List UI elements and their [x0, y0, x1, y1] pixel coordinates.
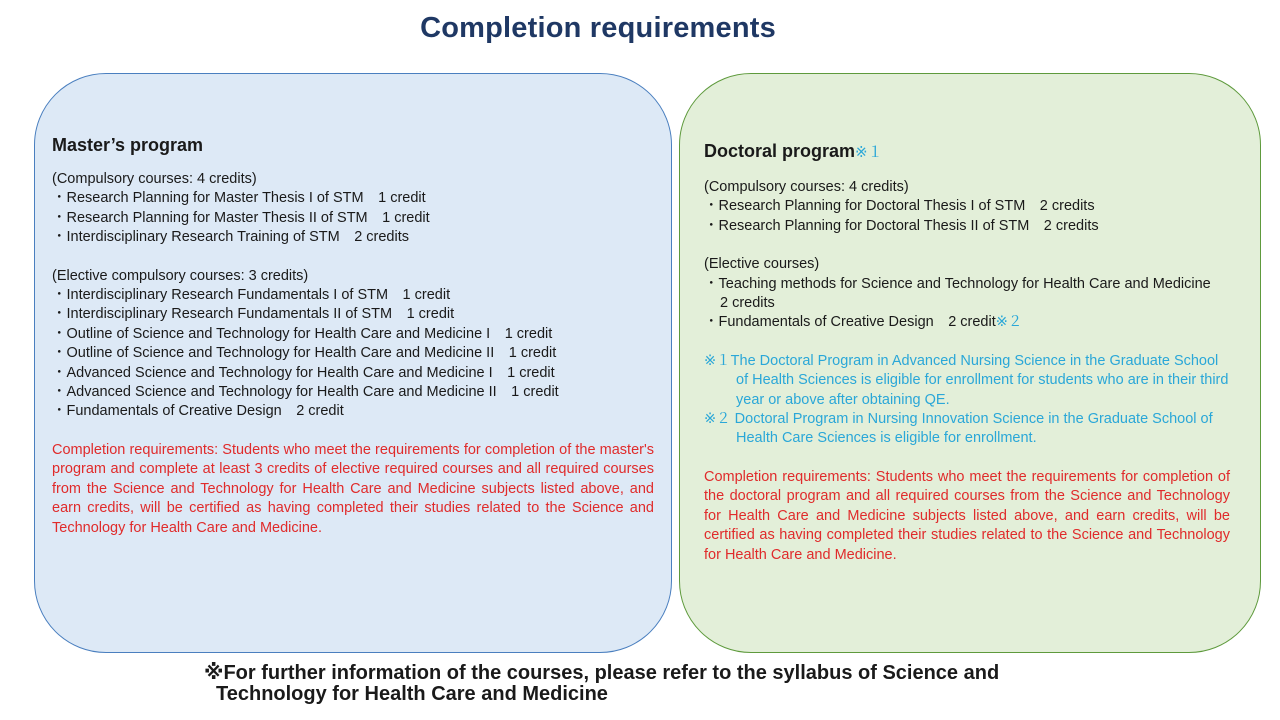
doctoral-elective-note-mark: ※２ — [995, 314, 1023, 331]
doctoral-heading-text: Doctoral program — [704, 141, 856, 161]
doctoral-completion-requirement: Completion requirements: Students who meet the requirements for completion of the doctoral program and all required courses from the Science and Technology for Health Care and Medicine subjects listed above, and earn credits, will be certified as having completed their studies related to the Science and Technology for Health Care and Medicine. — [704, 468, 1230, 563]
master-program-heading: Master’s program — [52, 135, 204, 155]
master-elective-course: ・Advanced Science and Technology for Health Care and Medicine II 1 credit — [52, 384, 559, 401]
doctoral-elective-course — [704, 313, 1230, 332]
master-compulsory-label: (Compulsory courses: 4 credits) — [52, 171, 257, 187]
master-compulsory-course: ・Research Planning for Master Thesis II of STM 1 credit — [52, 209, 430, 226]
doctoral-footnote-2: ※２ Doctoral Program in Nursing Innovation Science in the Graduate School of Health Care Sciences is eligible for enrollment. — [704, 411, 1213, 447]
doctoral-footnote-1: ※１The Doctoral Program in Advanced Nursing Science in the Graduate School of Health Sciences is eligible for enrollment for students who are in their third year or above after obtaining QE. — [704, 352, 1229, 408]
doctoral-elective-course: ・Teaching methods for Science and Technology for Health Care and Medicine 2 credits — [704, 275, 1226, 312]
master-completion-requirement: Completion requirements: Students who meet the requirements for completion of the master's program and complete at least 3 credits of elective required courses and all required courses from the Science and Technology for Health Care and Medicine subjects listed above, and earn credits, will be certified as having completed their studies related to the Science and Technology for Health Care and Medicine. — [52, 441, 654, 536]
doctoral-compulsory-label: (Compulsory courses: 4 credits) — [704, 179, 909, 195]
master-elective-course: ・Advanced Science and Technology for Health Care and Medicine I 1 credit — [52, 364, 555, 381]
master-compulsory-course: ・Research Planning for Master Thesis I of STM 1 credit — [52, 190, 426, 207]
master-elective-course: ・Interdisciplinary Research Fundamentals II of STM 1 credit — [52, 306, 455, 323]
footer-note-line-1: ※For further information of the courses, please refer to the syllabus of Science and — [204, 662, 1000, 684]
doctoral-elective-course-text: ・Fundamentals of Creative Design 2 credit — [704, 314, 996, 331]
master-elective-course: ・Outline of Science and Technology for Health Care and Medicine II 1 credit — [52, 345, 557, 362]
master-compulsory-course: ・Interdisciplinary Research Training of STM 2 credits — [52, 229, 409, 246]
doctoral-heading-note-mark: ※１ — [855, 144, 883, 161]
master-program-content — [52, 132, 654, 538]
doctoral-compulsory-course: ・Research Planning for Doctoral Thesis I of STM 2 credits — [704, 198, 1095, 215]
master-elective-course: ・Outline of Science and Technology for Health Care and Medicine I 1 credit — [52, 325, 553, 342]
doctoral-elective-label: (Elective courses) — [704, 256, 820, 273]
page-title: Completion requirements — [420, 12, 776, 44]
master-elective-label: (Elective compulsory courses: 3 credits) — [52, 267, 309, 284]
doctoral-program-content — [704, 138, 1230, 565]
master-elective-course: ・Interdisciplinary Research Fundamentals I of STM 1 credit — [52, 287, 451, 304]
doctoral-program-heading — [704, 138, 1230, 166]
master-elective-course: ・Fundamentals of Creative Design 2 credit — [52, 403, 344, 420]
footer-note — [204, 663, 1204, 705]
footer-note-line-2: Technology for Health Care and Medicine — [216, 683, 608, 705]
doctoral-compulsory-course: ・Research Planning for Doctoral Thesis II of STM 2 credits — [704, 217, 1099, 234]
